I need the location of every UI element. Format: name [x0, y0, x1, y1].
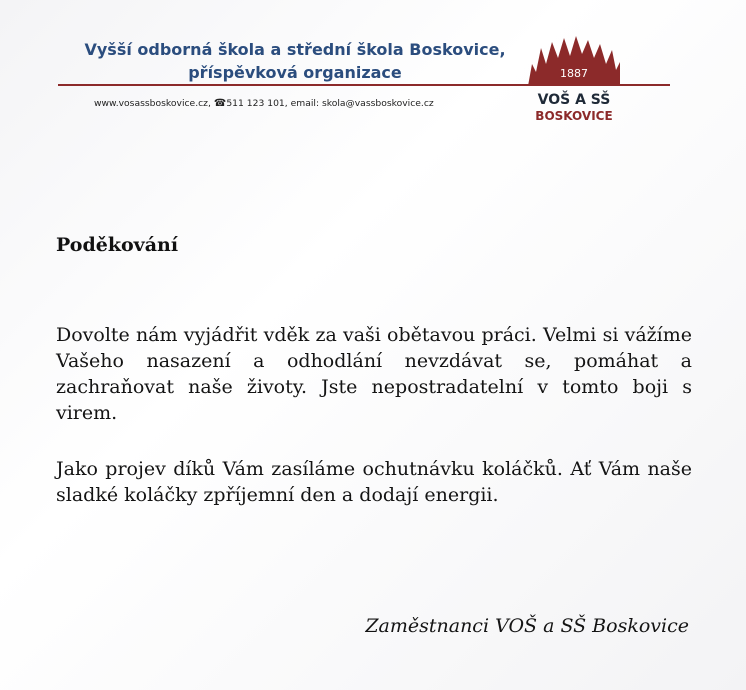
logo-crown-icon [526, 34, 622, 94]
logo-text-primary: VOŠ A SŠ [537, 92, 611, 108]
letter-paragraph-1: Dovolte nám vyjádřit vděk za vaši obětavou práci. Velmi si vážíme Vašeho nasazení a odhodlání nevzdávat se, pomáhat a zachraňovat naše životy. Jste nepostradatelní v tomto boji s virem. [56, 324, 692, 424]
phone-icon: ☎ [213, 98, 227, 109]
email-address: email: skola@vassboskovice.cz [290, 98, 434, 109]
website-link: www.vosassboskovice.cz, [94, 98, 211, 109]
school-name-line2: příspěvková organizace [188, 63, 402, 82]
logo-text-secondary: BOSKOVICE [535, 109, 613, 123]
letter-title: Poděkování [56, 234, 179, 256]
school-logo [526, 34, 622, 126]
school-name-line1: Vyšší odborná škola a střední škola Boskovice, [84, 40, 506, 59]
contact-line [94, 98, 514, 109]
letter-signature: Zaměstnanci VOŠ a SŠ Boskovice [365, 615, 689, 637]
logo-year: 1887 [560, 67, 588, 80]
letter-paragraph-2: Jako projev díků Vám zasíláme ochutnávku koláčků. Ať Vám naše sladké koláčky zpříjemní den a dodají energii. [56, 458, 692, 506]
school-name [60, 38, 530, 84]
phone-number: 511 123 101, [226, 98, 288, 109]
